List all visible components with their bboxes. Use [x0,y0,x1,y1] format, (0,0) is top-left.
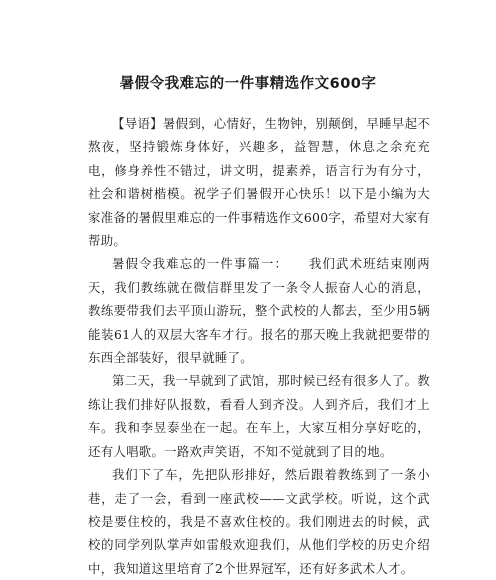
paragraph-3: 我们下了车，先把队形排好，然后跟着教练到了一条小巷，走了一会，看到一座武校——文武学校。听说，这个武校是要住校的，我是不喜欢住校的。我们刚进去的时候，武校的同学列队掌声如雷般欢迎我们，从他们学校的历史介绍中，我知道这里培育了2个世界冠军，还有好多武术人才。 [88,467,430,576]
paragraph-1: 暑假令我难忘的一件事篇一： 我们武术班结束刚两天，我们教练就在微信群里发了一条令人振奋人心的消息，教练要带我们去平顶山游玩，整个武校的人都去，至少用5辆能装61人的双层大客车才行。报名的那天晚上我就把要带的东西全部装好，很早就睡了。 [88,256,430,366]
paragraph-intro: 【导语】暑假到，心情好，生物钟，别颠倒，早睡早起不熬夜，坚持锻炼身体好，兴趣多，益智慧，休息之余充充电，修身养性不错过，讲文明，提素养，语言行为有分寸，社会和谐树楷模。祝学子们暑假开心快乐！以下是小编为大家准备的暑假里难忘的一件事精选作文600字，希望对大家有帮助。 [88,116,430,249]
article-body [88,112,430,580]
paragraph-2: 第二天，我一早就到了武馆，那时候已经有很多人了。教练让我们排好队报数，看看人到齐没。人到齐后，我们才上车。我和李昱泰坐在一起。在车上，大家互相分享好吃的，还有人唱歌。一路欢声笑语，不知不觉就到了目的地。 [88,373,430,459]
article-title: 暑假令我难忘的一件事精选作文600字 [119,76,377,92]
